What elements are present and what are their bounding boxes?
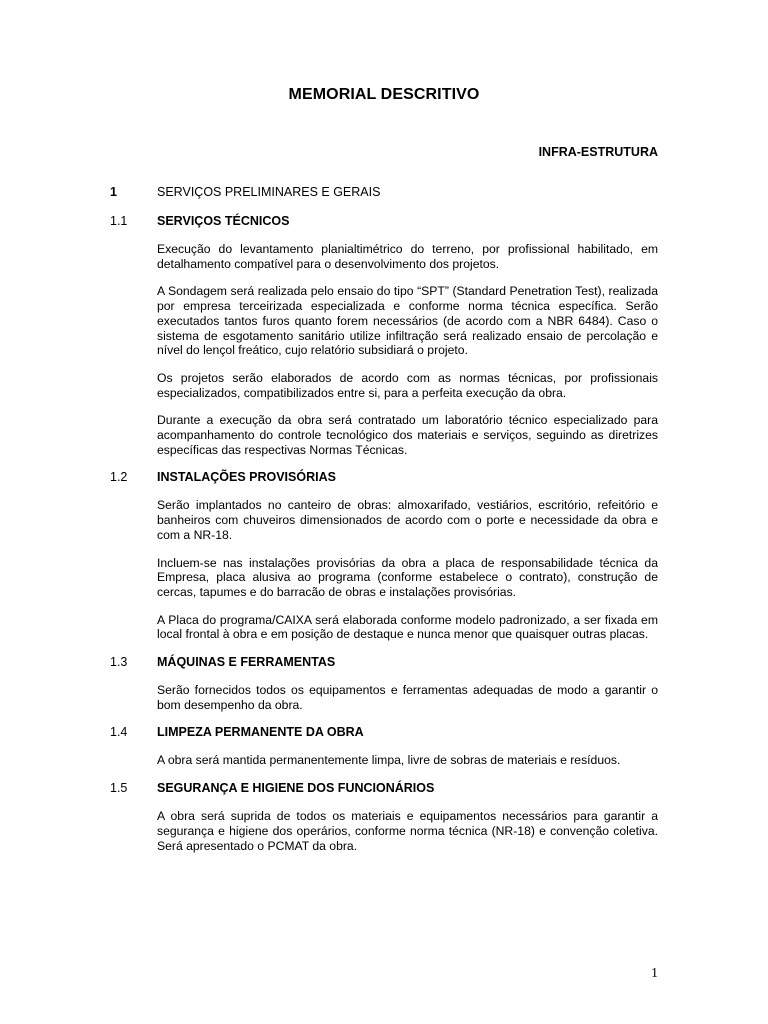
paragraph: A Placa do programa/CAIXA será elaborada conforme modelo padronizado, a ser fixada em local frontal à obra e em posição de destaque e nunca menor que quaisquer outras placas.	[157, 612, 658, 642]
section-heading	[110, 780, 658, 797]
paragraph: Execução do levantamento planialtimétrico do terreno, por profissional habilitado, em detalhamento compatível para o desenvolvimento dos projetos.	[157, 242, 658, 271]
paragraph: Incluem-se nas instalações provisórias da obra a placa de responsabilidade técnica da Empresa, placa alusiva ao programa (conforme estabelece o contrato), construção de cercas, tapumes e do barracão de obras e instalações provisórias.	[157, 555, 658, 599]
paragraph: Durante a execução da obra será contratado um laboratório técnico especializado para acompanhamento do controle tecnológico dos materiais e serviços, seguindo as diretrizes específicas das respectivas Normas Técnicas.	[157, 413, 658, 457]
section-title: SEGURANÇA E HIGIENE DOS FUNCIONÁRIOS	[157, 781, 435, 796]
section-title: MÁQUINAS E FERRAMENTAS	[157, 655, 336, 670]
paragraph: A Sondagem será realizada pelo ensaio do tipo “SPT” (Standard Penetration Test), realizada por empresa terceirizada especializada e conforme norma técnica específica. Serão executados tantos furos quanto forem necessários (de acordo com a NBR 6484). Caso o sistema de esgotamento sanitário utilize infiltração será realizado ensaio de percolação e nível do lençol freático, cujo relatório subsidiará o projeto.	[157, 284, 658, 358]
chapter-title: SERVIÇOS PRELIMINARES E GERAIS	[157, 185, 381, 199]
section-heading	[110, 213, 658, 230]
section-title: LIMPEZA PERMANENTE DA OBRA	[157, 725, 364, 740]
section-number: 1.1	[110, 214, 128, 228]
paragraph: A obra será suprida de todos os materiais e equipamentos necessários para garantir a segurança e higiene dos operários, conforme norma técnica (NR-18) e convenção coletiva. Será apresentado o PCMAT da obra.	[157, 809, 658, 853]
paragraph: Serão fornecidos todos os equipamentos e ferramentas adequadas de modo a garantir o bom desempenho da obra.	[157, 683, 658, 712]
section-number: 1.2	[110, 470, 128, 485]
page-number: 1	[651, 966, 658, 981]
section-heading	[110, 469, 658, 486]
chapter-number: 1	[110, 185, 117, 199]
document-body	[110, 184, 658, 853]
section-title: INSTALAÇÕES PROVISÓRIAS	[157, 470, 336, 485]
part-label: INFRA-ESTRUTURA	[538, 145, 658, 159]
document-title: MEMORIAL DESCRITIVO	[288, 86, 480, 103]
section-number: 1.4	[110, 725, 128, 740]
paragraph: Os projetos serão elaborados de acordo com as normas técnicas, por profissionais especializados, compatibilizados entre si, para a perfeita execução da obra.	[157, 370, 658, 400]
section-number: 1.3	[110, 655, 128, 670]
paragraph: A obra será mantida permanentemente limpa, livre de sobras de materiais e resíduos.	[157, 753, 621, 768]
paragraph: Serão implantados no canteiro de obras: almoxarifado, vestiários, escritório, refeitório e banheiros com chuveiros dimensionados de acordo com o porte e necessidade da obra e com a NR-18.	[157, 498, 658, 542]
section-heading	[110, 724, 658, 741]
section-number: 1.5	[110, 781, 128, 796]
section-heading	[110, 654, 658, 671]
section-title: SERVIÇOS TÉCNICOS	[157, 214, 290, 228]
chapter-heading	[110, 184, 658, 201]
